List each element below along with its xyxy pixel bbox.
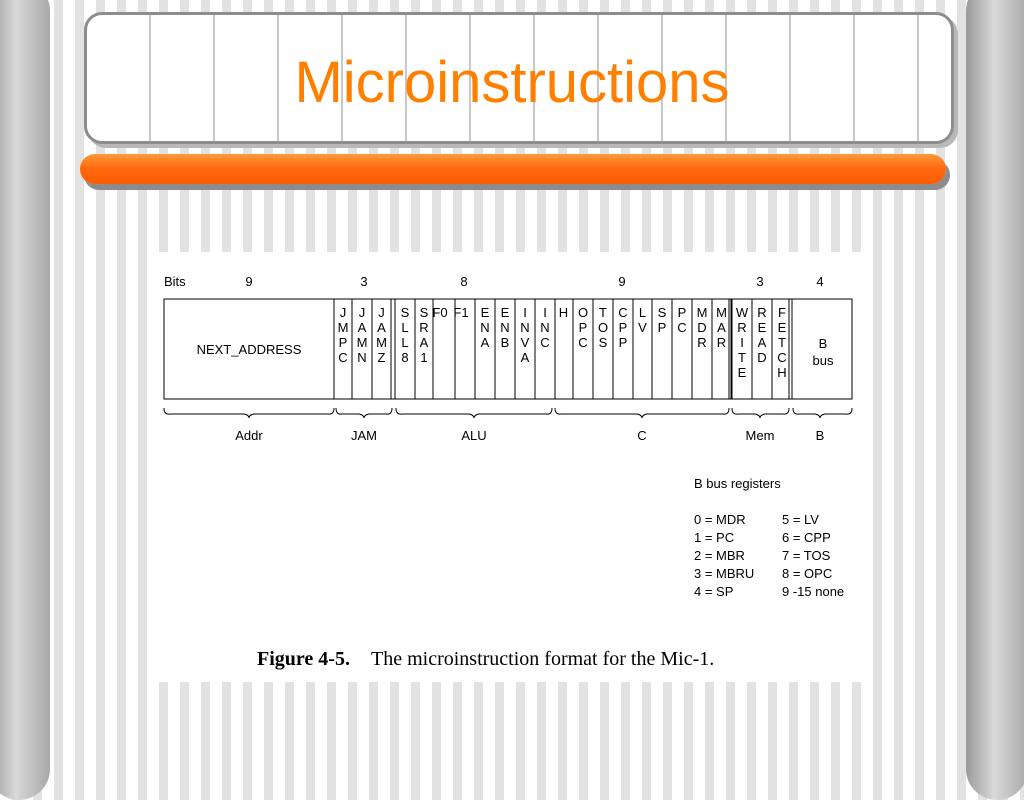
field-letter: D — [697, 320, 707, 335]
bbus-registers-title: B bus registers — [694, 476, 781, 491]
group-label: Mem — [745, 428, 775, 443]
field-letter: E — [500, 305, 510, 320]
group-label: ALU — [461, 428, 487, 443]
field-letter: R — [419, 320, 429, 335]
group-c — [555, 408, 729, 443]
field-letter: 8 — [401, 350, 409, 365]
figure-caption-label: Figure 4-5. — [257, 648, 350, 670]
field-letter: D — [757, 350, 767, 365]
register-entry: 8 = OPC — [782, 566, 833, 581]
register-entry: 9 -15 none — [782, 584, 845, 599]
field-letter: B — [500, 335, 510, 350]
group-brace — [164, 408, 334, 418]
group-jam — [336, 408, 392, 443]
field-letter: A — [520, 350, 530, 365]
field-letter: M — [376, 335, 387, 350]
field-letter: E — [777, 320, 787, 335]
field-letter: H — [558, 305, 569, 320]
field-letter: F — [778, 305, 786, 320]
field-letter: A — [419, 335, 429, 350]
field-letter: C — [540, 335, 550, 350]
group-label: Addr — [235, 428, 263, 443]
bit-width-label: 4 — [816, 274, 824, 289]
group-mem — [732, 408, 789, 443]
field-sll8 — [401, 299, 415, 399]
right-decorative-pillar — [966, 0, 1024, 800]
field-write — [736, 299, 752, 399]
field-lv — [638, 299, 652, 399]
field-enb — [500, 299, 515, 399]
group-brace — [336, 408, 392, 418]
group-b — [793, 408, 852, 443]
field-sra1 — [419, 299, 433, 399]
field-letter: I — [543, 305, 547, 320]
figure-caption-text: The microinstruction format for the Mic-1. — [371, 648, 715, 670]
group-brace — [793, 408, 852, 418]
bit-width-label: 9 — [618, 274, 626, 289]
field-letter: P — [677, 305, 687, 320]
field-letter: E — [737, 365, 747, 380]
field-f1 — [453, 299, 475, 399]
field-letter: I — [740, 335, 744, 350]
bits-label: Bits — [164, 274, 186, 289]
field-letter: M — [356, 335, 368, 350]
register-entry: 3 = MBRU — [694, 566, 755, 581]
field-letter: C — [578, 335, 588, 350]
field-letter: O — [577, 305, 589, 320]
field-jamn — [357, 299, 372, 399]
field-letter: J — [339, 305, 347, 320]
field-letter: S — [419, 305, 429, 320]
field-letter: T — [738, 350, 746, 365]
register-entry: 6 = CPP — [782, 530, 831, 545]
group-label: C — [637, 428, 647, 443]
field-inva — [520, 299, 535, 399]
field-f0 — [432, 299, 455, 399]
field-letter: A — [717, 320, 726, 335]
field-opc — [578, 299, 593, 399]
b-bus-field-label: B — [818, 336, 828, 351]
field-h — [559, 299, 573, 399]
field-letter: S — [657, 305, 667, 320]
field-letter: R — [757, 305, 767, 320]
field-letter: R — [716, 335, 727, 350]
field-letter: L — [638, 305, 647, 320]
field-letter: N — [357, 350, 367, 365]
field-letter: C — [677, 320, 687, 335]
field-letter: R — [697, 335, 707, 350]
slide-title: Microinstructions — [294, 50, 730, 115]
field-letter: C — [777, 350, 787, 365]
group-addr — [164, 408, 334, 443]
field-read — [757, 299, 772, 399]
field-letter: P — [657, 320, 667, 335]
left-decorative-pillar — [0, 0, 50, 800]
field-jamz — [376, 299, 391, 399]
register-entry: 1 = PC — [694, 530, 735, 545]
field-letter: 1 — [420, 350, 428, 365]
field-letter: Z — [377, 350, 386, 365]
field-letter: A — [757, 335, 767, 350]
microinstruction-figure — [152, 252, 864, 682]
field-fetch — [777, 299, 792, 399]
field-pc — [677, 299, 692, 399]
field-letter: E — [757, 320, 767, 335]
field-letter: J — [378, 305, 385, 320]
next-address-label: NEXT_ADDRESS — [196, 342, 302, 357]
field-letter: R — [737, 320, 747, 335]
register-entry: 4 = SP — [694, 584, 734, 599]
field-mdr — [697, 299, 712, 399]
field-letter: F1 — [453, 305, 469, 320]
field-letter: V — [638, 320, 647, 335]
field-ena — [480, 299, 495, 399]
microinstruction-format-diagram — [152, 252, 864, 682]
field-letter: H — [777, 365, 787, 380]
field-letter: A — [357, 320, 367, 335]
field-letter: N — [500, 320, 510, 335]
field-letter: P — [618, 335, 628, 350]
register-entry: 7 = TOS — [782, 548, 831, 563]
field-jmpc — [338, 299, 352, 399]
field-letter: P — [618, 320, 628, 335]
bit-width-label: 9 — [245, 274, 253, 289]
field-letter: A — [377, 320, 386, 335]
group-brace — [555, 408, 729, 418]
field-letter: N — [520, 320, 530, 335]
field-letter: L — [401, 335, 409, 350]
field-letter: P — [578, 320, 588, 335]
orange-divider-bar — [80, 154, 946, 184]
field-letter: E — [480, 305, 490, 320]
field-letter: P — [338, 335, 348, 350]
bit-width-label: 8 — [460, 274, 468, 289]
bit-width-label: 3 — [756, 274, 764, 289]
field-letter: M — [696, 305, 708, 320]
field-letter: S — [598, 335, 608, 350]
register-entry: 2 = MBR — [694, 548, 745, 563]
field-cpp — [618, 299, 633, 399]
field-letter: T — [778, 335, 786, 350]
field-letter: O — [597, 320, 609, 335]
field-letter: N — [480, 320, 490, 335]
field-inc — [540, 299, 555, 399]
field-letter: M — [716, 305, 727, 320]
register-entry: 0 = MDR — [694, 512, 746, 527]
register-entry: 5 = LV — [782, 512, 819, 527]
group-label: JAM — [351, 428, 377, 443]
group-label: B — [815, 428, 825, 443]
field-tos — [598, 299, 613, 399]
field-letter: N — [540, 320, 550, 335]
field-letter: C — [618, 305, 628, 320]
field-letter: I — [523, 305, 527, 320]
field-letter: V — [520, 335, 530, 350]
field-letter: F0 — [432, 305, 448, 320]
group-brace — [396, 408, 552, 418]
field-letter: W — [735, 305, 749, 320]
field-letter: T — [599, 305, 607, 320]
bit-width-label: 3 — [360, 274, 368, 289]
group-alu — [396, 408, 552, 443]
b-bus-field-label: bus — [812, 353, 834, 368]
field-letter: S — [400, 305, 410, 320]
group-brace — [732, 408, 789, 418]
field-letter: A — [480, 335, 490, 350]
field-letter: L — [401, 320, 409, 335]
field-letter: J — [358, 305, 366, 320]
field-letter: C — [338, 350, 348, 365]
field-letter: M — [337, 320, 349, 335]
field-sp — [658, 299, 672, 399]
